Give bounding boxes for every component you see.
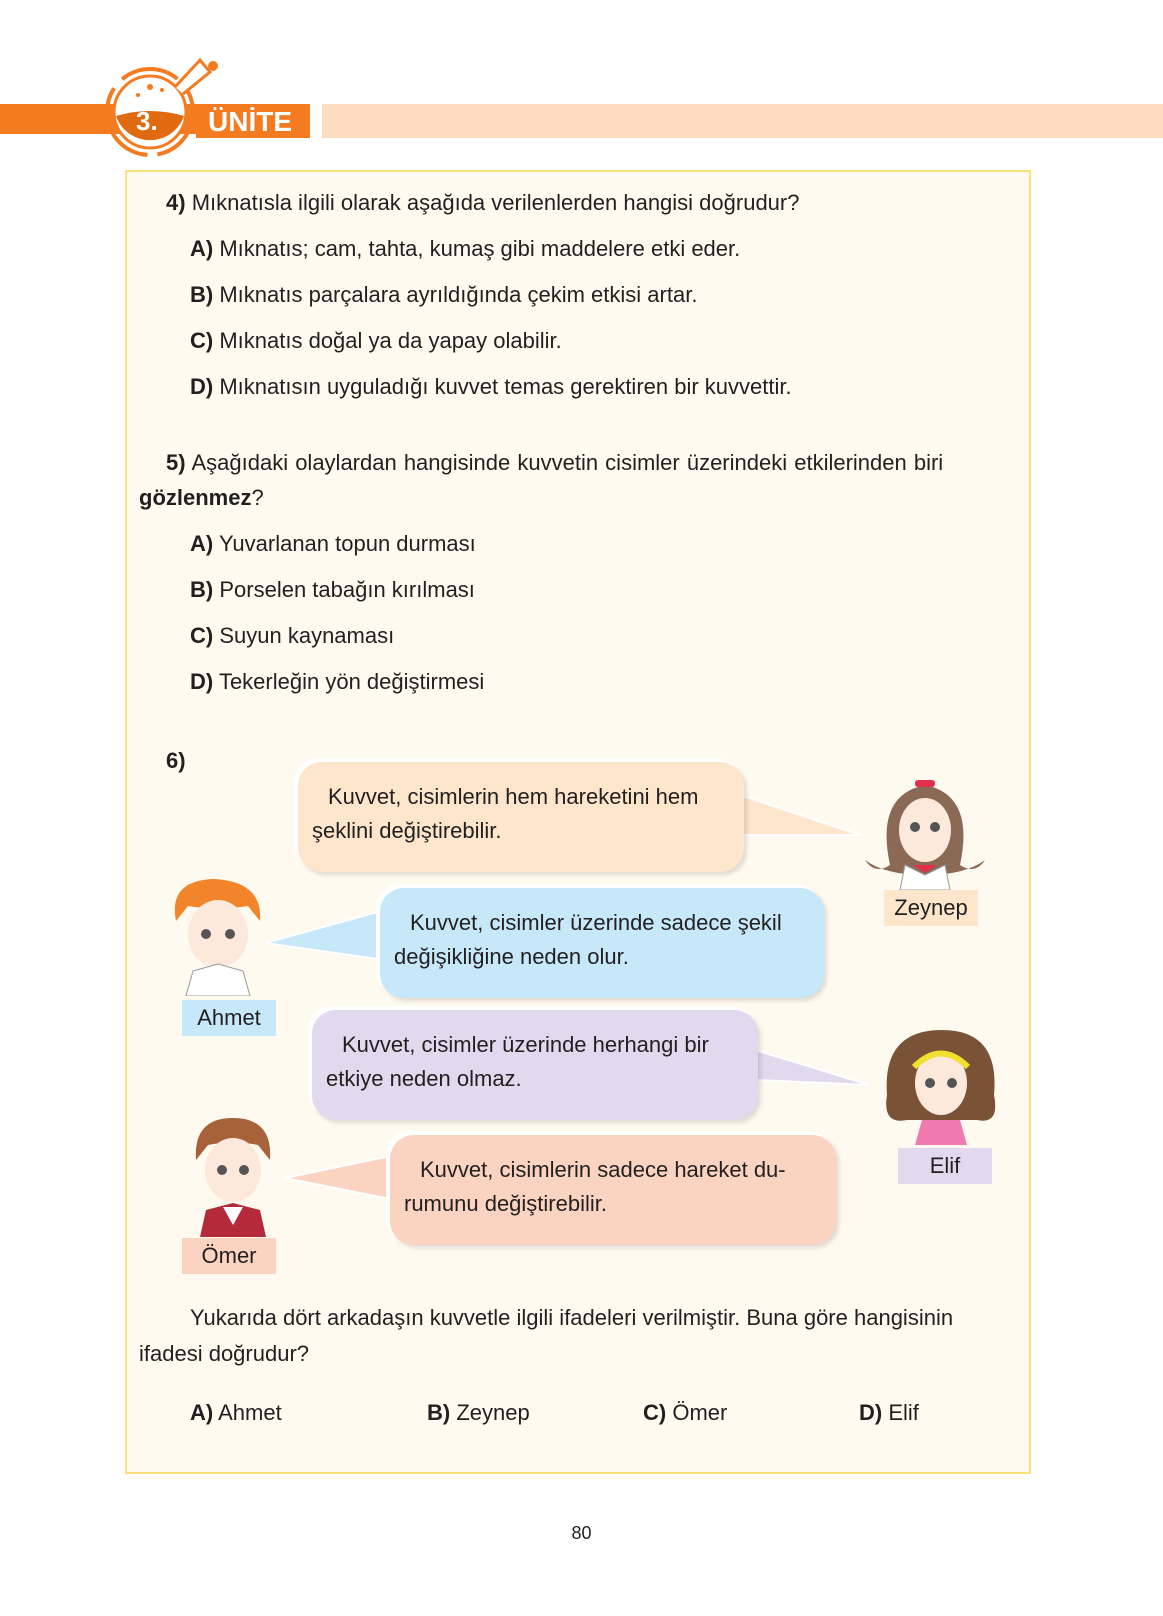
q5-question: 5) Aşağıdaki olaylardan hangisinde kuvvetin cisimler üzerindeki etkilerinden biri (166, 450, 944, 475)
unit-label: ÜNİTE (196, 104, 310, 138)
q5-option-c[interactable]: C) Suyun kaynaması (190, 623, 395, 648)
speech-bubble-omer: Kuvvet, cisimlerin sadece hareket du- rumunu değiştirebilir. (390, 1135, 836, 1245)
q6-option-a[interactable]: A) Ahmet (190, 1400, 282, 1425)
q4-option-d[interactable]: D) Mıknatısın uyguladığı kuvvet temas gerektiren bir kuvvettir. (190, 374, 792, 399)
speaker-name-omer: Ömer (182, 1238, 276, 1274)
q5-option-d[interactable]: D) Tekerleğin yön değiştirmesi (190, 669, 485, 694)
elif-illustration (882, 1025, 1000, 1145)
page-number: 80 (571, 1523, 592, 1543)
unit-number: 3. (136, 106, 158, 136)
zeynep-illustration (865, 765, 985, 890)
speaker-name-zeynep: Zeynep (884, 890, 978, 926)
speaker-name-ahmet: Ahmet (182, 1000, 276, 1036)
speech-bubble-elif: Kuvvet, cisimler üzerinde herhangi bir etkiye neden olmaz. (312, 1010, 758, 1120)
speaker-name-elif: Elif (898, 1148, 992, 1184)
q5-option-b[interactable]: B) Porselen tabağın kırılması (190, 577, 475, 602)
q5-question-line2: gözlenmez? (139, 485, 264, 510)
q4-option-a[interactable]: A) Mıknatıs; cam, tahta, kumaş gibi maddelere etki eder. (190, 236, 741, 261)
q6-prompt: Yukarıda dört arkadaşın kuvvetle ilgili ifadeleri verilmiştir. Buna göre hangisinin (190, 1305, 954, 1330)
speech-bubble-zeynep: Kuvvet, cisimlerin hem hareketini hem şeklini değiştirebilir. (298, 762, 744, 872)
q6-number: 6) (166, 748, 186, 773)
q6-option-c[interactable]: C) Ömer (643, 1400, 728, 1425)
q4-option-b[interactable]: B) Mıknatıs parçalara ayrıldığında çekim etkisi artar. (190, 282, 698, 307)
q4-question: 4) Mıknatısla ilgili olarak aşağıda verilenlerden hangisi doğrudur? (166, 190, 800, 215)
q4-option-c[interactable]: C) Mıknatıs doğal ya da yapay olabilir. (190, 328, 562, 353)
q5-option-a[interactable]: A) Yuvarlanan topun durması (190, 531, 476, 556)
speech-bubble-ahmet: Kuvvet, cisimler üzerinde sadece şekil değişikliğine neden olur. (380, 888, 824, 998)
q6-option-d[interactable]: D) Elif (859, 1400, 919, 1425)
q6-prompt-line2: ifadesi doğrudur? (139, 1341, 310, 1366)
q6-option-b[interactable]: B) Zeynep (427, 1400, 530, 1425)
omer-illustration (188, 1115, 278, 1237)
ahmet-illustration (168, 876, 268, 996)
